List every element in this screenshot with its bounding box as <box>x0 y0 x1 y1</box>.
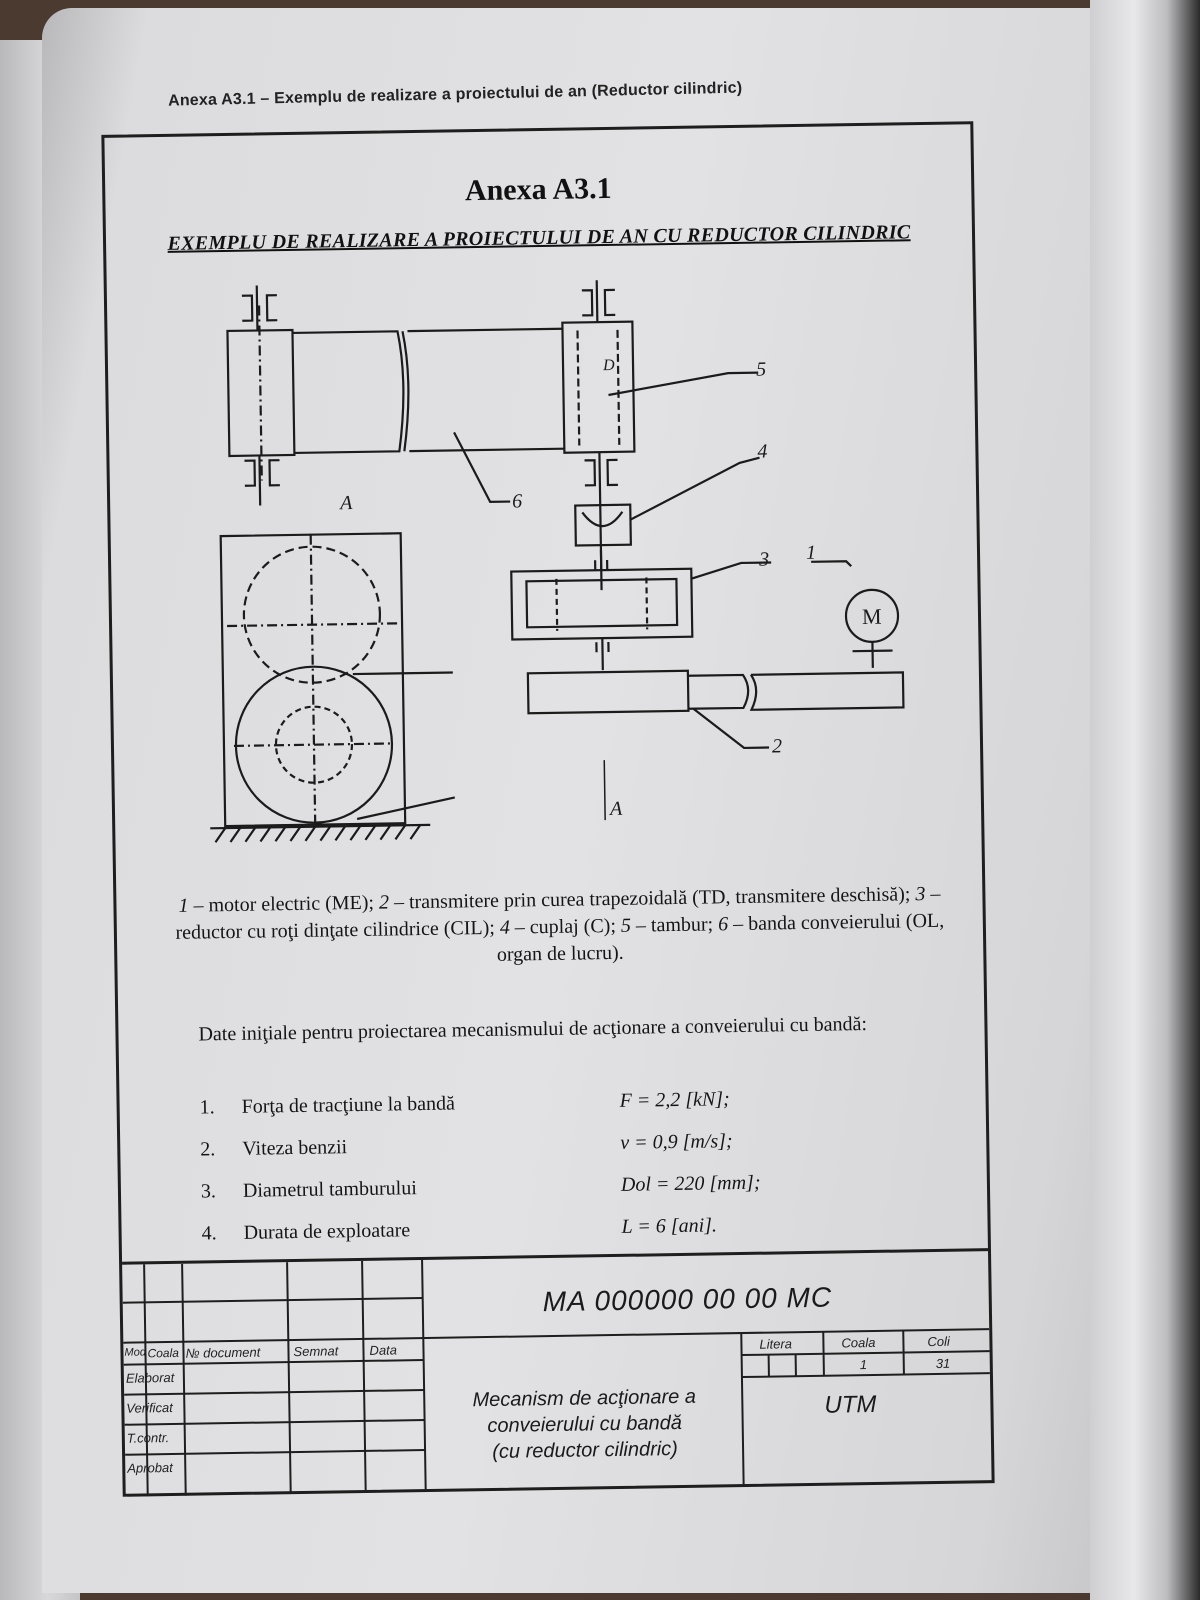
parameter-list <box>199 1086 902 1265</box>
drawing-frame <box>101 121 994 1497</box>
col-semnat: Semnat <box>293 1343 339 1360</box>
caption-num-2: 2 <box>378 891 390 914</box>
litera-header: Litera <box>759 1336 793 1352</box>
drawing-name-line-3: (cu reductor cilindric) <box>492 1438 679 1463</box>
row-elaborat: Elaborat <box>125 1369 175 1386</box>
row-aprobat: Aprobat <box>127 1459 173 1476</box>
drawing-name-line-1: Mecanism de acţionare a <box>472 1385 697 1412</box>
parameter-name: Durata de exploatare <box>243 1219 411 1244</box>
label-2: 2 <box>771 735 783 758</box>
coli-value: 31 <box>935 1355 951 1371</box>
parameter-name: Diametrul tamburului <box>242 1177 417 1202</box>
row-verificat: Verificat <box>126 1399 173 1416</box>
caption-text-3: – reductor cu roţi dinţate cilindrice (CIL); <box>175 882 941 944</box>
label-d: D <box>602 356 615 375</box>
label-4: 4 <box>757 440 768 463</box>
caption-num-1: 1 <box>178 894 189 917</box>
col-mod: Mod <box>124 1346 146 1359</box>
caption-text-4: – cuplaj (C); <box>509 914 622 939</box>
col-document: № document <box>185 1344 261 1361</box>
label-3: 3 <box>758 548 770 571</box>
caption-num-5: 5 <box>620 914 632 937</box>
row-tcontr: T.contr. <box>126 1430 170 1446</box>
drawing-code: MA 000000 00 00 MC <box>542 1281 833 1318</box>
caption-text-1: – motor electric (ME); <box>188 891 380 917</box>
parameter-name: Viteza benzii <box>242 1136 348 1160</box>
caption-text-5: – tambur; <box>630 913 719 937</box>
label-5: 5 <box>755 358 767 381</box>
kinematic-diagram <box>107 274 982 888</box>
coli-header: Coli <box>927 1333 950 1350</box>
organization: UTM <box>824 1390 877 1419</box>
parameter-value: v = 0,9 [m/s]; <box>620 1130 733 1154</box>
view-a-label: A <box>339 492 353 515</box>
annex-title: Anexa A3.1 <box>464 171 612 208</box>
caption-num-4: 4 <box>499 916 511 939</box>
parameter-name: Forţa de tracţiune la bandă <box>241 1092 456 1118</box>
caption-text-2: – transmitere prin curea trapezoidală (TD, transmitere deschisă); <box>388 883 916 914</box>
drawing-name <box>424 1383 745 1466</box>
parameter-number: 3. <box>200 1180 217 1203</box>
parameter-number: 4. <box>201 1222 217 1245</box>
annex-subtitle: EXEMPLU DE REALIZARE A PROIECTULUI DE AN CU REDUCTOR CILINDRIC <box>167 221 911 255</box>
diagram-caption <box>166 881 953 974</box>
label-1: 1 <box>805 541 817 564</box>
caption-num-6: 6 <box>717 913 729 936</box>
intro-paragraph: Date iniţiale pentru proiectarea mecanismului de acţionare a conveierului cu bandă: <box>198 1013 868 1046</box>
running-header: Anexa A3.1 – Exemplu de realizare a proiectului de an (Reductor cilindric) <box>167 79 743 110</box>
page-stack-edge <box>1090 0 1200 1600</box>
motor-symbol: M <box>861 603 882 630</box>
view-a-arrow-label: A <box>609 797 623 821</box>
caption-num-3: 3 <box>915 883 926 906</box>
coala-value: 1 <box>859 1357 868 1373</box>
label-6: 6 <box>511 490 523 513</box>
col-coala: Coala <box>147 1345 179 1361</box>
parameter-number: 2. <box>200 1138 216 1161</box>
col-data: Data <box>369 1342 398 1358</box>
parameter-value: F = 2,2 [kN]; <box>619 1088 730 1112</box>
caption-text-6: – banda conveierului (OL, organ de lucru). <box>496 909 945 966</box>
parameter-number: 1. <box>199 1096 215 1119</box>
drawing-name-line-2: conveierului cu bandă <box>487 1411 683 1438</box>
coala-header: Coala <box>841 1334 876 1351</box>
parameter-value: Dol = 220 [mm]; <box>620 1171 761 1196</box>
parameter-value: L = 6 [ani]. <box>621 1214 718 1238</box>
drawing-title-block <box>122 1248 992 1494</box>
